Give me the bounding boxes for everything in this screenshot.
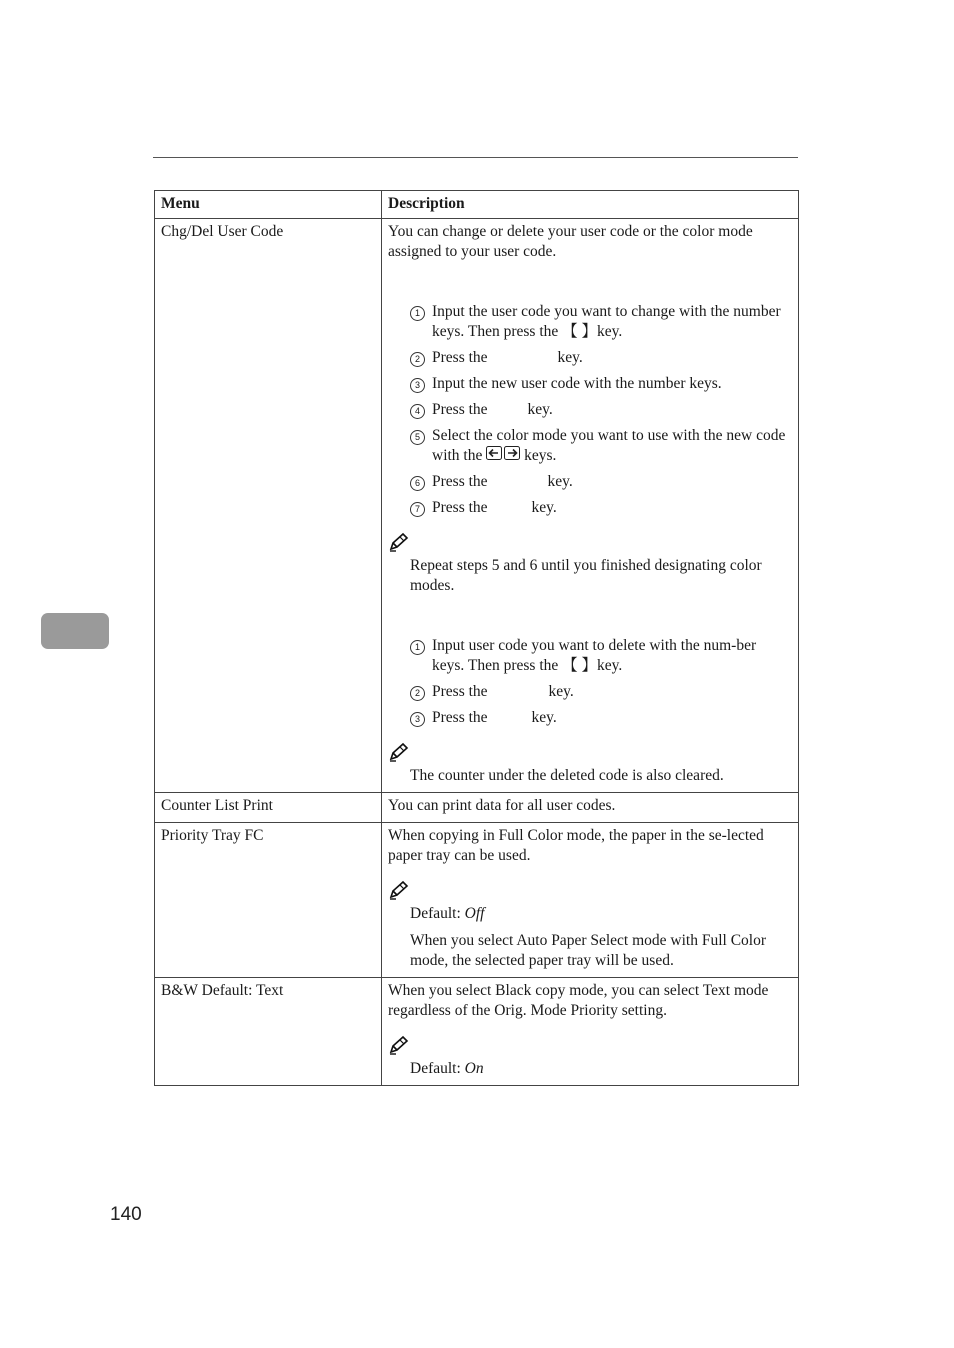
default-label: Default: <box>410 1060 465 1077</box>
step-text: Input user code you want to delete with the num-ber keys. Then press the <box>432 637 757 674</box>
default-label: Default: <box>410 905 465 922</box>
description-cell: You can print data for all user codes. <box>382 793 799 823</box>
table-row <box>155 823 799 978</box>
step-item <box>410 708 792 728</box>
chapter-tab <box>41 613 109 649</box>
description-cell <box>382 219 799 793</box>
default-setting <box>410 904 792 924</box>
menu-cell: Counter List Print <box>155 793 382 823</box>
description-cell <box>382 823 799 978</box>
left-right-arrow-keys-icon <box>486 446 520 466</box>
step-text: Press the <box>432 499 488 516</box>
step-text: Press the <box>432 473 488 490</box>
step-item <box>410 682 792 702</box>
step-text: Press the <box>432 401 488 418</box>
default-value: Off <box>464 905 485 922</box>
note-text: Repeat steps 5 and 6 until you finished designating color modes. <box>410 557 762 594</box>
step-tail: key. <box>531 499 557 516</box>
step-tail: key. <box>548 683 574 700</box>
step-number: 4 <box>410 404 425 419</box>
step-tail: key. <box>547 473 573 490</box>
key-bracket: 【 】 <box>562 657 598 674</box>
menu-table <box>154 190 799 1086</box>
default-value: On <box>464 1060 484 1077</box>
description-text: You can change or delete your user code or the color mode assigned to your user code. <box>388 223 753 260</box>
step-item <box>410 400 792 420</box>
step-item <box>410 426 792 466</box>
step-item <box>410 636 792 676</box>
menu-header: Menu <box>155 191 382 219</box>
step-number: 3 <box>410 712 425 727</box>
menu-cell: B&W Default: Text <box>155 978 382 1086</box>
description-header: Description <box>382 191 799 219</box>
step-number: 7 <box>410 502 425 517</box>
description-text: When copying in Full Color mode, the paper in the se-lected paper tray can be used. <box>388 827 764 864</box>
step-item <box>410 472 792 492</box>
step-item <box>410 302 792 342</box>
page-number: 140 <box>110 1204 142 1225</box>
menu-cell: Chg/Del User Code <box>155 219 382 793</box>
default-setting <box>410 1059 792 1079</box>
pencil-note-icon <box>388 880 410 900</box>
pencil-note-icon <box>388 532 410 552</box>
step-number: 2 <box>410 686 425 701</box>
menu-cell: Priority Tray FC <box>155 823 382 978</box>
note-text: The counter under the deleted code is also cleared. <box>410 767 724 784</box>
pencil-note-icon <box>388 1035 410 1055</box>
table-header-row <box>155 191 799 219</box>
step-tail: key. <box>531 709 557 726</box>
table-row <box>155 219 799 793</box>
pencil-note-icon <box>388 742 410 762</box>
header-rule <box>153 157 798 158</box>
step-tail: key. <box>557 349 583 366</box>
step-number: 1 <box>410 306 425 321</box>
description-text: When you select Black copy mode, you can select Text mode regardless of the Orig. Mode Priority setting. <box>388 982 769 1019</box>
step-text: Select the color mode you want to use with the new code with the <box>432 427 786 464</box>
step-tail: key. <box>527 401 553 418</box>
step-number: 1 <box>410 640 425 655</box>
step-number: 6 <box>410 476 425 491</box>
step-item <box>410 498 792 518</box>
key-bracket: 【 】 <box>562 323 598 340</box>
note-text: When you select Auto Paper Select mode with Full Color mode, the selected paper tray will be used. <box>410 932 767 969</box>
step-text: Input the new user code with the number keys. <box>432 375 722 392</box>
step-number: 2 <box>410 352 425 367</box>
step-tail: key. <box>597 657 623 674</box>
step-tail: key. <box>597 323 623 340</box>
step-text: Input the user code you want to change with the number keys. Then press the <box>432 303 781 340</box>
step-tail: keys. <box>524 447 557 464</box>
step-number: 3 <box>410 378 425 393</box>
table-row <box>155 978 799 1086</box>
step-text: Press the <box>432 709 488 726</box>
step-text: Press the <box>432 349 488 366</box>
step-item <box>410 348 792 368</box>
description-cell <box>382 978 799 1086</box>
table-row <box>155 793 799 823</box>
step-text: Press the <box>432 683 488 700</box>
step-item <box>410 374 792 394</box>
step-number: 5 <box>410 430 425 445</box>
